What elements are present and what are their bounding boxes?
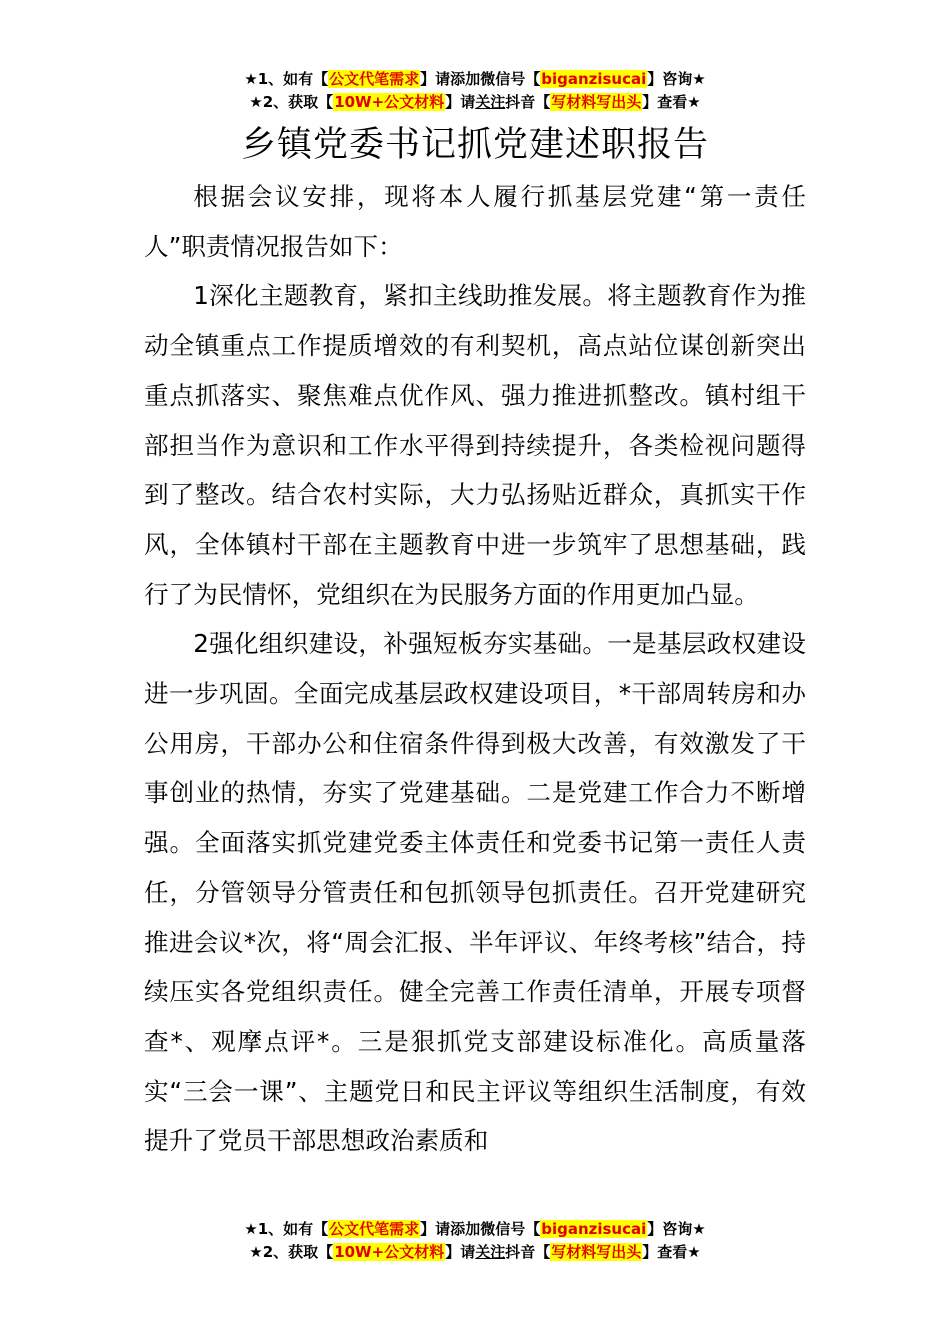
promo-highlight: 10W+公文材料: [334, 1243, 445, 1261]
promo-text: 】请添: [420, 70, 466, 88]
paragraph-1: 1深化主题教育，紧扣主线助推发展。将主题教育作为推动全镇重点工作提质增效的有利契机，高点站位谋创新突出重点抓落实、聚焦难点优作风、强力推进抓整改。镇村组干部担当作为意识和工作水平得到持续提升，各类检视问题得到了整改。结合农村实际，大力弘扬贴近群众，真抓实干作风，全体镇村干部在主题教育中进一步筑牢了思想基础，践行了为民情怀，党组织在为民服务方面的作用更加凸显。: [144, 281, 806, 609]
promo-highlight: 公文代笔需求: [329, 1220, 420, 1238]
promo-emphasis: 加: [465, 70, 481, 88]
promo-text: 】咨询★: [647, 70, 706, 88]
promo-text: 】请添: [420, 1220, 466, 1238]
promo-emphasis: 关注: [475, 1243, 506, 1261]
promo-line-1: [0, 68, 950, 91]
promo-line-2: [0, 1241, 950, 1264]
promo-text: 】查看★: [642, 1243, 701, 1261]
document-title: 乡镇党委书记抓党建述职报告: [240, 125, 709, 165]
promo-wechat-id: biganzisucai: [541, 70, 647, 88]
promo-text: ★2、获取【: [249, 1243, 334, 1261]
promo-highlight: 公文代笔需求: [329, 70, 420, 88]
footer-promo-banner: [0, 1218, 950, 1264]
document-body: [144, 172, 806, 1166]
promo-line-1: [0, 1218, 950, 1241]
promo-text: 】查看★: [642, 93, 701, 111]
promo-text: ★1、如有【: [244, 1220, 329, 1238]
promo-wechat-id: biganzisucai: [541, 1220, 647, 1238]
promo-account: 写材料写出头: [551, 93, 642, 111]
promo-text: 微信号【: [480, 70, 541, 88]
promo-text: 微信号【: [480, 1220, 541, 1238]
promo-line-2: [0, 91, 950, 114]
promo-text: 抖音【: [505, 1243, 551, 1261]
promo-text: 】咨询★: [647, 1220, 706, 1238]
promo-text: ★1、如有【: [244, 70, 329, 88]
promo-text: 抖音【: [505, 93, 551, 111]
promo-emphasis: 关注: [475, 93, 506, 111]
paragraph-intro: 根据会议安排，现将本人履行抓基层党建“第一责任人”职责情况报告如下：: [144, 182, 806, 261]
promo-emphasis: 加: [465, 1220, 481, 1238]
promo-highlight: 10W+公文材料: [334, 93, 445, 111]
paragraph-2: 2强化组织建设，补强短板夯实基础。一是基层政权建设进一步巩固。全面完成基层政权建设项目，*干部周转房和办公用房，干部办公和住宿条件得到极大改善，有效激发了干事创业的热情，夯实了党建基础。二是党建工作合力不断增强。全面落实抓党建党委主体责任和党委书记第一责任人责任，分管领导分管责任和包抓领导包抓责任。召开党建研究推进会议*次，将“周会汇报、半年评议、年终考核”结合，持续压实各党组织责任。健全完善工作责任清单，开展专项督查*、观摩点评*。三是狠抓党支部建设标准化。高质量落实“三会一课”、主题党日和民主评议等组织生活制度，有效提升了党员干部思想政治素质和: [144, 629, 806, 1156]
promo-text: 】请: [445, 1243, 476, 1261]
promo-account: 写材料写出头: [551, 1243, 642, 1261]
promo-text: 】请: [445, 93, 476, 111]
header-promo-banner: [0, 68, 950, 114]
promo-text: ★2、获取【: [249, 93, 334, 111]
